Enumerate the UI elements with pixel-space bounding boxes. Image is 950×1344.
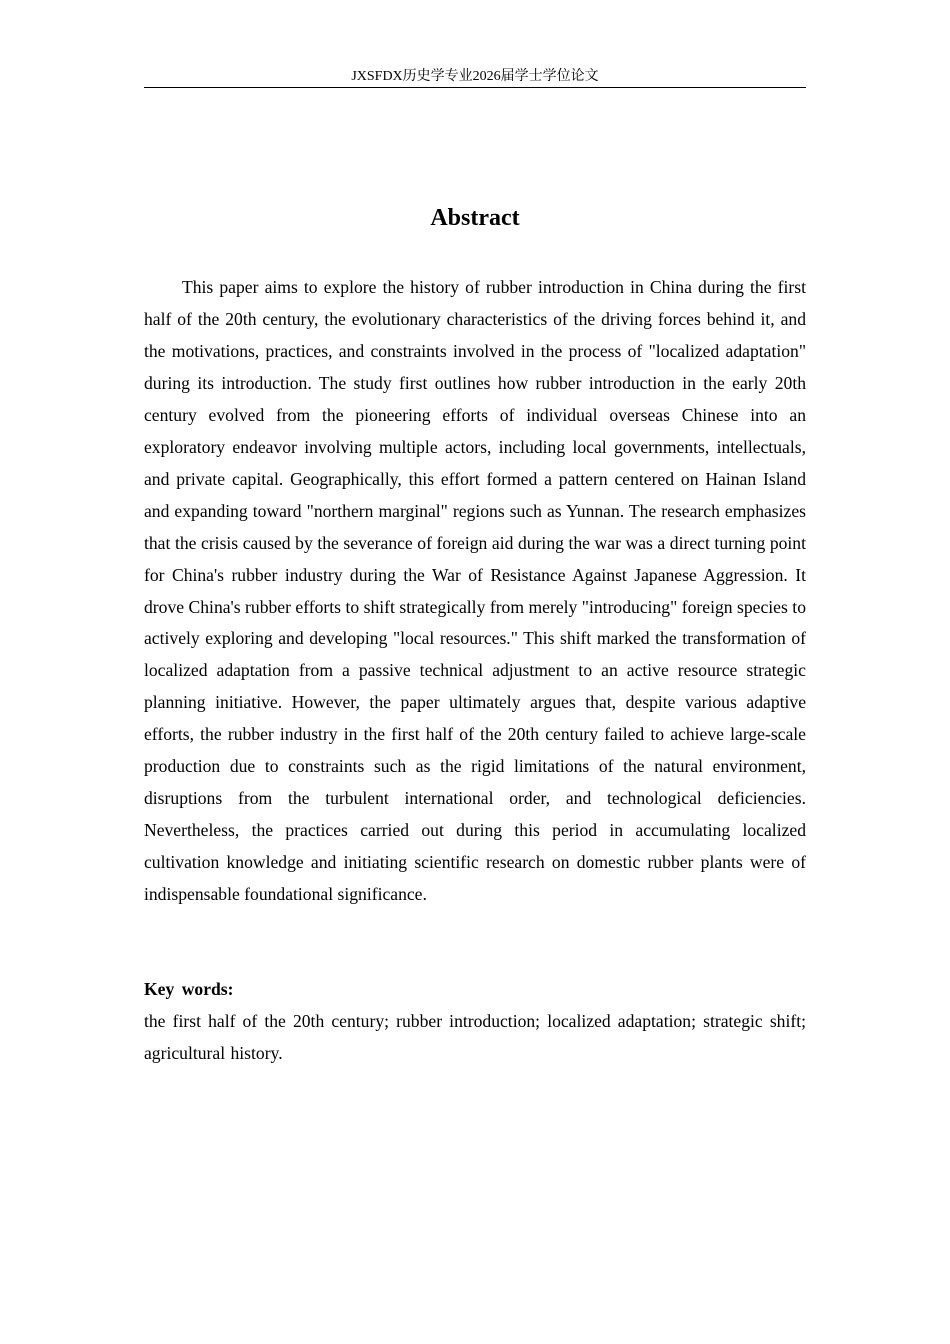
abstract-body: This paper aims to explore the history of rubber introduction in China during the first half of the 20th century, the evolutionary characteristics of the driving forces behind it, and the motivations, practices, and constraints involved in the process of "localized adaptation" during its introduction. The study first outlines how rubber introduction in the early 20th century evolved from the pioneering efforts of individual overseas Chinese into an exploratory endeavor involving multiple actors, including local governments, intellectuals, and private capital. Geographically, this effort formed a pattern centered on Hainan Island and expanding toward "northern marginal" regions such as Yunnan. The research emphasizes that the crisis caused by the severance of foreign aid during the war was a direct turning point for China's rubber industry during the War of Resistance Against Japanese Aggression. It drove China's rubber efforts to shift strategically from merely "introducing" foreign species to actively exploring and developing "local resources." This shift marked the transformation of localized adaptation from a passive technical adjustment to an active resource strategic planning initiative. However, the paper ultimately argues that, despite various adaptive efforts, the rubber industry in the first half of the 20th century failed to achieve large-scale production due to constraints such as the rigid limitations of the natural environment, disruptions from the turbulent international order, and technological deficiencies. Nevertheless, the practices carried out during this period in accumulating localized cultivation knowledge and initiating scientific research on domestic rubber plants were of indispensable foundational significance. xyxy=(144,277,806,905)
keywords-list: the first half of the 20th century; rubber introduction; localized adaptation; strategic shift; agricultural history. xyxy=(144,1011,806,1063)
keywords-heading: Key words: xyxy=(144,979,234,999)
running-header xyxy=(144,68,806,88)
running-header-title: JXSFDX历史学专业2026届学士学位论文 xyxy=(351,69,599,84)
abstract-title: Abstract xyxy=(430,205,520,231)
